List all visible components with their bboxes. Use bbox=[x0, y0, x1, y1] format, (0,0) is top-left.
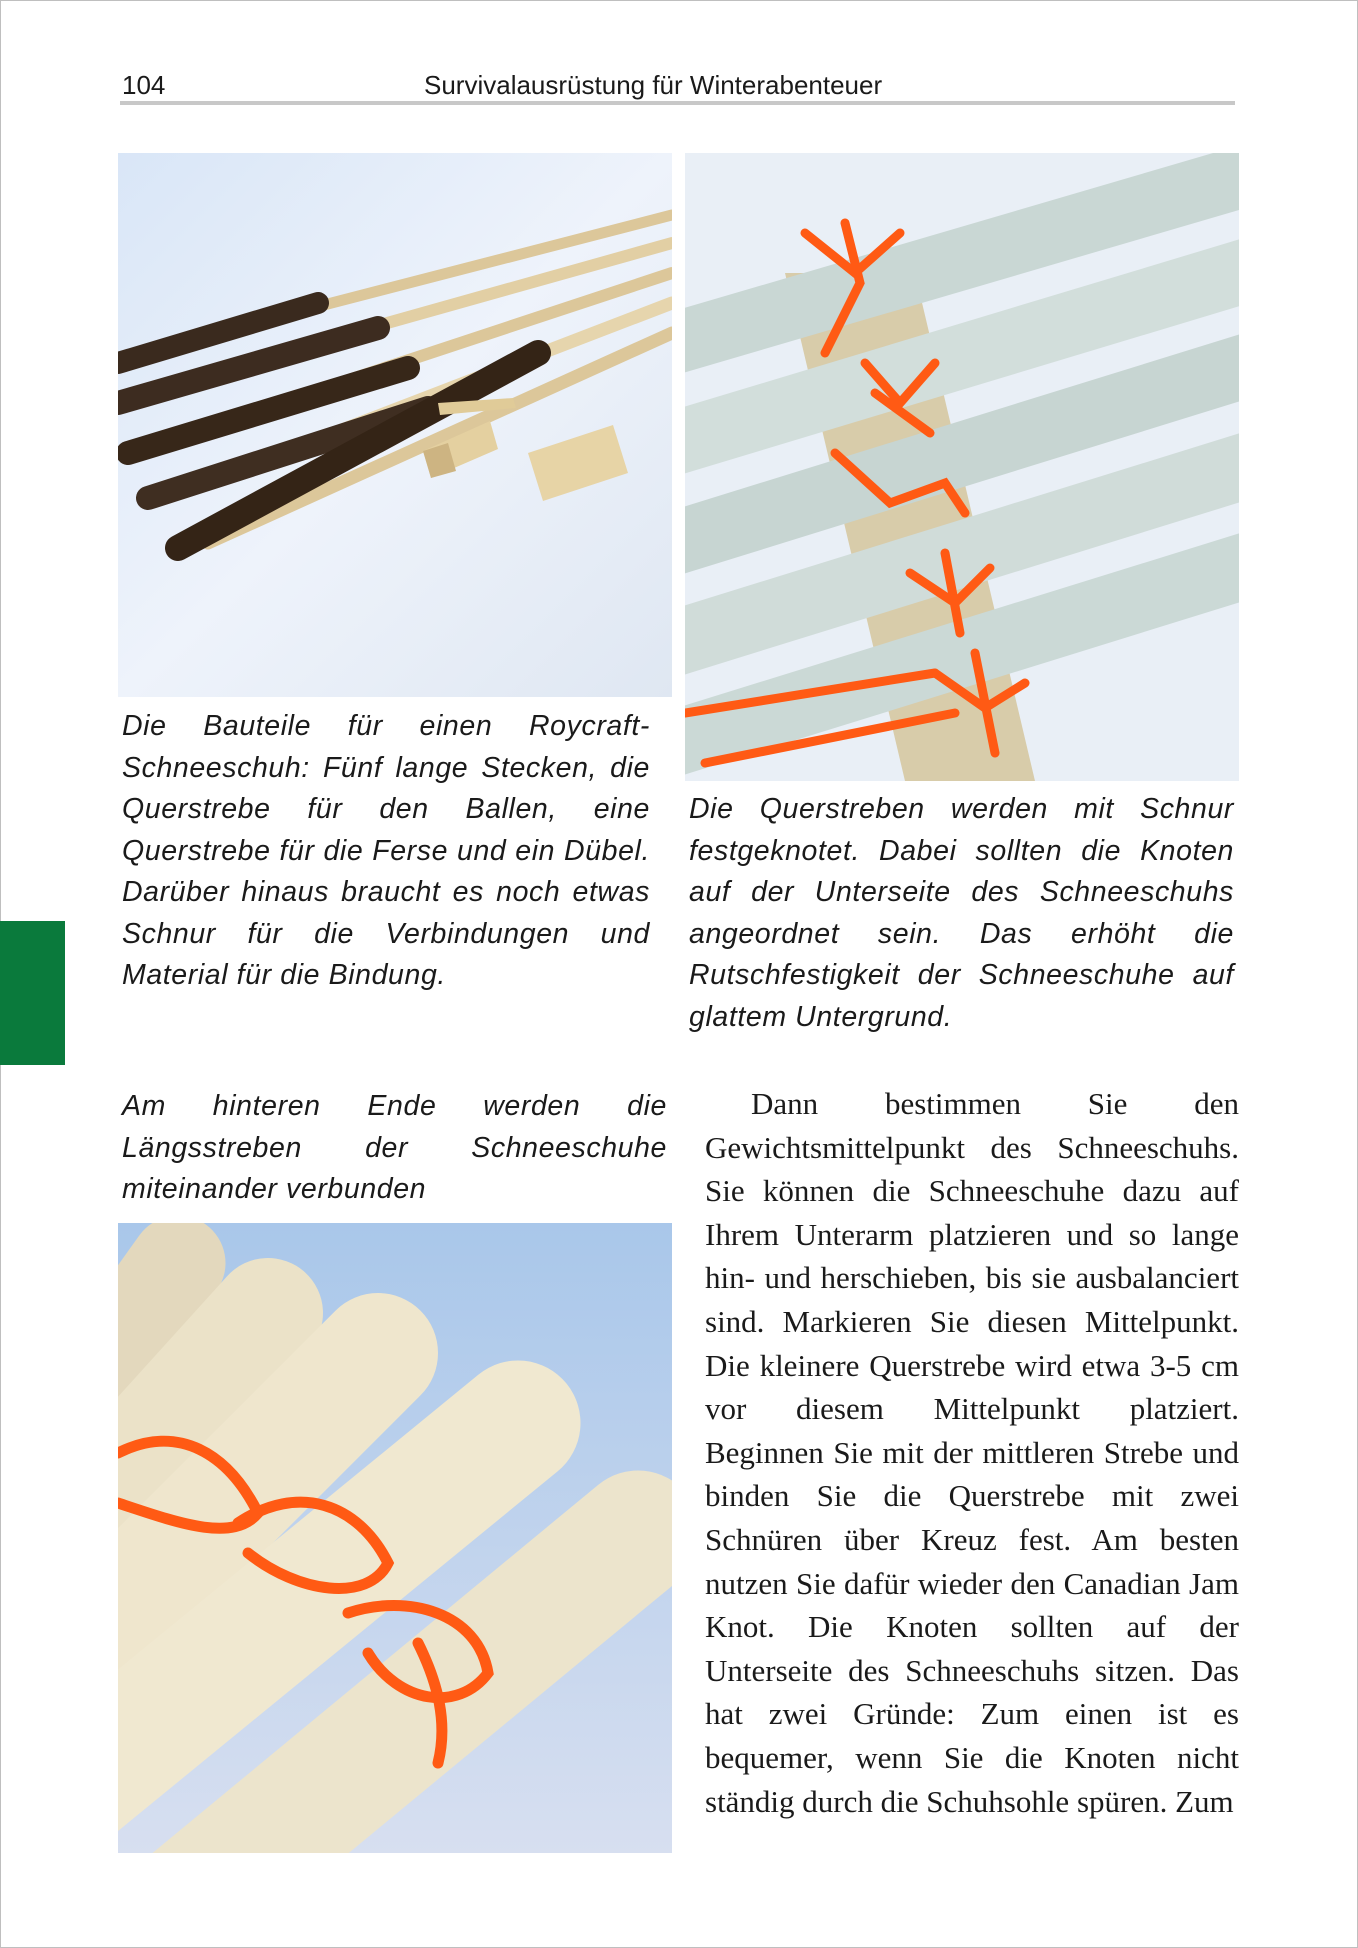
caption-snowshoe-parts: Die Bauteile für einen Roycraft-Schneeschuh: Fünf lange Stecken, die Querstrebe für den Ballen, eine Querstrebe für die Ferse und ein Dübel. Darüber hinaus braucht es noch etwas Schnur für die Verbindungen und Material für die Bindung. bbox=[122, 710, 650, 991]
caption-crossbar-knots: Die Querstreben werden mit Schnur festgeknotet. Dabei sollten die Knoten auf der Unterseite des Schneeschuhs angeordnet sein. Das erhöht die Rutschfestigkeit der Schneeschuhe auf glattem Untergrund. bbox=[689, 793, 1234, 1033]
caption-tail-binding: Am hinteren Ende werden die Längsstreben der Schneeschuhe miteinander verbunden bbox=[122, 1090, 667, 1205]
tail-binding-photo bbox=[118, 1223, 672, 1853]
crossbar-knots-photo bbox=[685, 153, 1239, 781]
chapter-tab bbox=[0, 921, 65, 1065]
body-paragraph: Dann bestimmen Sie den Gewichtsmittelpunkt des Schneeschuhs. Sie können die Schneeschuhe dazu auf Ihrem Unterarm platzieren und so lange hin- und herschieben, bis sie ausbalanciert sind. Markieren Sie diesen Mittelpunkt. Die kleinere Querstrebe wird etwa 3-5 cm vor diesem Mittelpunkt platziert. Beginnen Sie mit der mittleren Strebe und binden Sie die Querstrebe mit zwei Schnüren über Kreuz fest. Am besten nutzen Sie dafür wieder den Canadian Jam Knot. Die Knoten sollten auf der Unterseite des Schneeschuhs sitzen. Das hat zwei Gründe: Zum einen ist es bequemer, wenn Sie die Knoten nicht ständig durch die Schuhsohle spüren. Zum bbox=[705, 1086, 1239, 1819]
page-number: 104 bbox=[122, 70, 166, 100]
header-rule bbox=[120, 101, 1235, 105]
running-title: Survivalausrüstung für Winterabenteuer bbox=[424, 70, 883, 100]
snowshoe-parts-photo bbox=[118, 153, 672, 697]
